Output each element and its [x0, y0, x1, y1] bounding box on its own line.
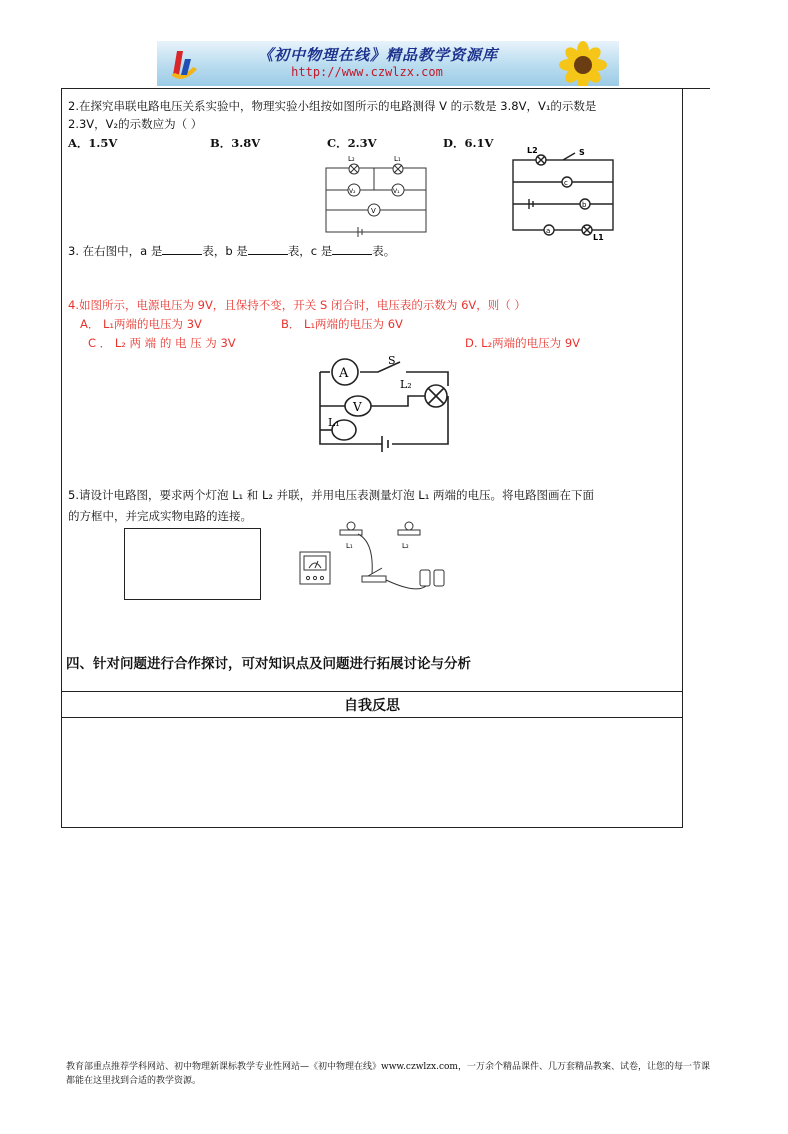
q4-fig-ammeter: A — [339, 366, 349, 381]
banner-url[interactable]: http://www.czwlzx.com — [291, 65, 443, 79]
site-banner — [157, 41, 619, 86]
q4-stem: 4.如图所示，电源电压为 9V，且保持不变，开关 S 闭合时，电压表的示数为 6V，则（ ） — [68, 298, 526, 312]
q2-option-d: D．6.1V — [443, 136, 494, 150]
q3-fig-c: c — [564, 179, 568, 187]
q5-bulb2-icon — [405, 522, 413, 530]
q2-fig-v: V — [371, 207, 376, 215]
q4-option-c: C ． L₂ 两 端 的 电 压 为 3V — [88, 336, 236, 350]
q3-blank-a[interactable] — [162, 244, 202, 255]
divider-1 — [62, 691, 682, 692]
q4-fig-l1: L₁ — [328, 416, 340, 429]
q3-blank-c[interactable] — [332, 244, 372, 255]
q3-fig-s: S — [579, 148, 585, 157]
q5-line1: 5.请设计电路图，要求两个灯泡 L₁ 和 L₂ 并联，并用电压表测量灯泡 L₁ 两端的电压。将电路图画在下面 — [68, 488, 594, 502]
q2-fig-l1: L₁ — [394, 155, 401, 163]
reflection-title: 自我反思 — [344, 698, 400, 714]
q4-option-a: A． L₁两端的电压为 3V — [80, 317, 202, 331]
q4-option-b: B． L₁两端的电压为 6V — [281, 317, 403, 331]
q2-line1: 2.在探究串联电路电压关系实验中，物理实验小组按如图所示的电路测得 V 的示数是 3.8V，V₁的示数是 — [68, 99, 597, 113]
q2-line2: 2.3V，V₂的示数应为（ ） — [68, 117, 203, 131]
q4-fig-l2: L₂ — [400, 378, 412, 391]
sunflower-icon — [549, 41, 619, 86]
q5-fig-l1: L₁ — [346, 542, 353, 550]
q2-fig-v1: V₁ — [393, 188, 400, 195]
q2-option-b: B．3.8V — [210, 136, 261, 150]
q5-bulb1-icon — [347, 522, 355, 530]
q2-fig-l2: L₂ — [348, 155, 355, 163]
q3-fig-l2: L2 — [527, 146, 538, 155]
section4-heading: 四、针对问题进行合作探讨，可对知识点及问题进行拓展讨论与分析 — [66, 656, 471, 672]
q3-text-b: 表，b 是 — [202, 244, 248, 258]
site-logo-icon — [163, 45, 203, 83]
q3-circuit-diagram — [505, 142, 625, 242]
q3-text-d: 表。 — [372, 244, 396, 258]
q3-fig-b: b — [582, 201, 587, 209]
q3-blank-b[interactable] — [248, 244, 288, 255]
q4-fig-voltmeter: V — [353, 400, 362, 414]
q3-text-a: 3. 在右图中，a 是 — [68, 244, 163, 258]
q4-circuit-diagram — [308, 352, 458, 456]
q3-fig-l1: L1 — [593, 233, 604, 242]
q3-text-c: 表，c 是 — [287, 244, 333, 258]
page-footer: 教育部重点推荐学科网站、初中物理新课标教学专业性网站—《初中物理在线》www.czwlzx.com，一万余个精品课件、几万套精品教案、试卷，让您的每一节课都能在这里找到合适的教学资源。 — [66, 1062, 710, 1086]
divider-2 — [62, 717, 682, 718]
q5-line2: 的方框中，并完成实物电路的连接。 — [68, 509, 252, 523]
q2-option-c: C．2.3V — [327, 136, 377, 150]
q4-fig-switch: S — [388, 354, 396, 367]
q3-fig-a: a — [546, 227, 551, 235]
q2-fig-v2: V₂ — [349, 188, 356, 195]
q5-fig-l2: L₂ — [402, 542, 409, 550]
q5-answer-box[interactable] — [124, 528, 261, 600]
q5-physical-circuit — [296, 518, 456, 590]
banner-title: 《初中物理在线》精品教学资源库 — [257, 46, 498, 64]
q4-option-d: D. L₂两端的电压为 9V — [465, 336, 581, 350]
q3-text — [68, 243, 395, 259]
q2-option-a: A．1.5V — [68, 136, 118, 150]
q2-circuit-diagram — [318, 150, 436, 240]
